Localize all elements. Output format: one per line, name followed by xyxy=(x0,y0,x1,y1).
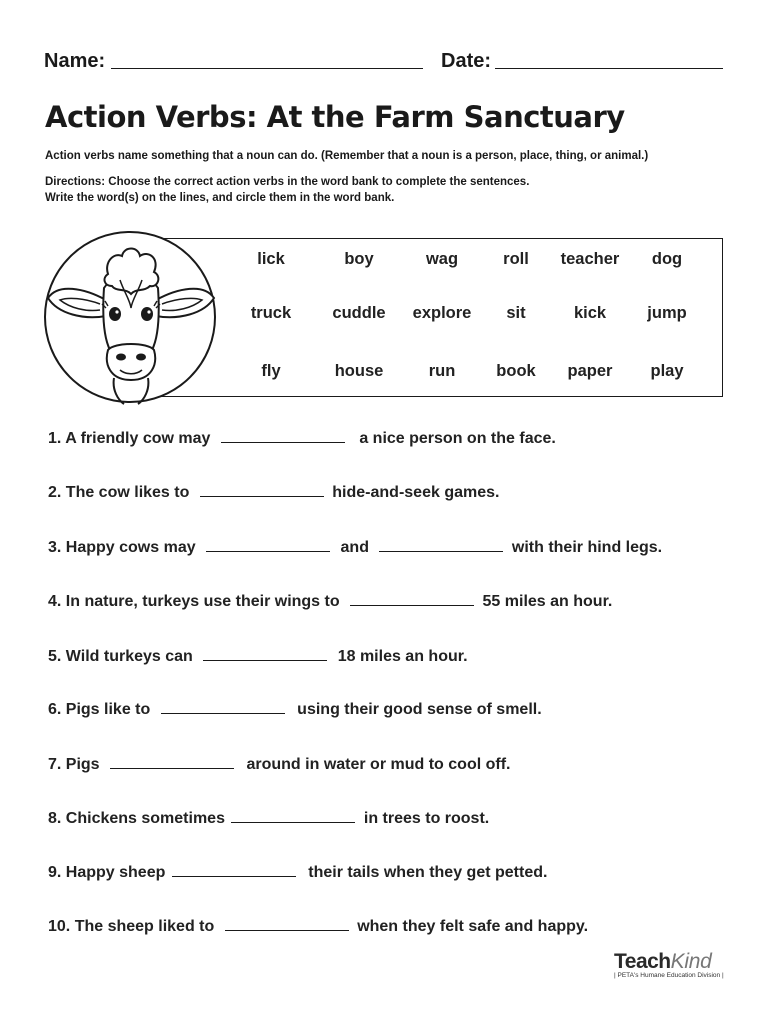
word-bank-word[interactable]: lick xyxy=(257,250,285,268)
question-text: 8. Chickens sometimes xyxy=(48,810,225,827)
directions-line-1: Directions: Choose the correct action verbs in the word bank to complete the sentences. xyxy=(45,176,530,188)
intro-text: Action verbs name something that a noun can do. (Remember that a noun is a person, place, thing, or animal.) xyxy=(45,150,649,162)
question-5 xyxy=(48,646,468,666)
question-6 xyxy=(48,699,542,719)
question-text: 3. Happy cows may xyxy=(48,539,196,556)
word-bank-word[interactable]: paper xyxy=(567,362,613,380)
word-bank-word[interactable]: book xyxy=(496,362,536,380)
page-title: Action Verbs: At the Farm Sanctuary xyxy=(45,100,625,134)
question-text: 4. In nature, turkeys use their wings to xyxy=(48,593,340,610)
question-text: around in water or mud to cool off. xyxy=(246,756,511,773)
answer-blank[interactable] xyxy=(225,916,349,931)
question-text: 10. The sheep liked to xyxy=(48,918,215,935)
question-text: a nice person on the face. xyxy=(359,430,556,447)
word-bank-word[interactable]: house xyxy=(334,362,384,380)
question-1 xyxy=(48,428,556,448)
answer-blank[interactable] xyxy=(200,482,324,497)
question-text: 18 miles an hour. xyxy=(337,648,468,665)
question-text: 2. The cow likes to xyxy=(48,484,190,501)
question-8 xyxy=(48,808,489,828)
question-7 xyxy=(48,754,510,774)
question-text: with their hind legs. xyxy=(511,539,663,556)
word-bank-word[interactable]: kick xyxy=(573,304,607,322)
question-text: their tails when they get petted. xyxy=(308,864,548,881)
cow-illustration xyxy=(44,228,216,406)
word-bank-word[interactable]: play xyxy=(650,362,684,380)
teachkind-logo xyxy=(614,950,726,979)
answer-blank[interactable] xyxy=(379,537,503,552)
word-bank-word[interactable]: jump xyxy=(647,304,687,322)
answer-blank[interactable] xyxy=(110,754,234,769)
question-text: 55 miles an hour. xyxy=(482,593,613,610)
answer-blank[interactable] xyxy=(172,862,296,877)
directions-line-2: Write the word(s) on the lines, and circle them in the word bank. xyxy=(45,192,395,204)
question-2 xyxy=(48,482,499,502)
question-text: 1. A friendly cow may xyxy=(48,430,211,447)
answer-blank[interactable] xyxy=(231,808,355,823)
question-9 xyxy=(48,862,547,882)
answer-blank[interactable] xyxy=(350,591,474,606)
name-label: Name: xyxy=(44,50,106,72)
logo-kind-text: Kind xyxy=(670,950,712,973)
word-bank-word[interactable]: run xyxy=(428,362,456,380)
word-bank-word[interactable]: teacher xyxy=(560,250,620,268)
question-text: 9. Happy sheep xyxy=(48,864,166,881)
date-label: Date: xyxy=(441,50,492,72)
question-text: 6. Pigs like to xyxy=(48,701,151,718)
logo-subtitle: | PETA's Humane Education Division | xyxy=(614,972,724,979)
answer-blank[interactable] xyxy=(203,646,327,661)
word-bank-word[interactable]: cuddle xyxy=(332,304,386,322)
word-bank-word[interactable]: dog xyxy=(651,250,683,268)
word-bank-word[interactable]: wag xyxy=(425,250,459,268)
question-text: hide-and-seek games. xyxy=(332,484,500,501)
answer-blank[interactable] xyxy=(221,428,345,443)
date-line[interactable] xyxy=(495,68,723,69)
question-3 xyxy=(48,537,662,557)
question-4 xyxy=(48,591,612,611)
word-bank-word[interactable]: roll xyxy=(503,250,529,268)
question-text: in trees to roost. xyxy=(363,810,490,827)
word-bank-word[interactable]: truck xyxy=(250,304,292,322)
question-text: and xyxy=(340,539,369,556)
word-bank-word[interactable]: sit xyxy=(506,304,526,322)
question-text: 5. Wild turkeys can xyxy=(48,648,193,665)
word-bank-word[interactable]: explore xyxy=(412,304,472,322)
cow-icon xyxy=(44,228,216,406)
logo-teach-text: Teach xyxy=(614,950,671,973)
name-line[interactable] xyxy=(111,68,423,69)
answer-blank[interactable] xyxy=(161,699,285,714)
question-10 xyxy=(48,916,588,936)
answer-blank[interactable] xyxy=(206,537,330,552)
word-bank-word[interactable]: boy xyxy=(344,250,374,268)
question-text: 7. Pigs xyxy=(48,756,100,773)
question-text: when they felt safe and happy. xyxy=(357,918,589,935)
question-text: using their good sense of smell. xyxy=(297,701,542,718)
word-bank-word[interactable]: fly xyxy=(261,362,281,380)
